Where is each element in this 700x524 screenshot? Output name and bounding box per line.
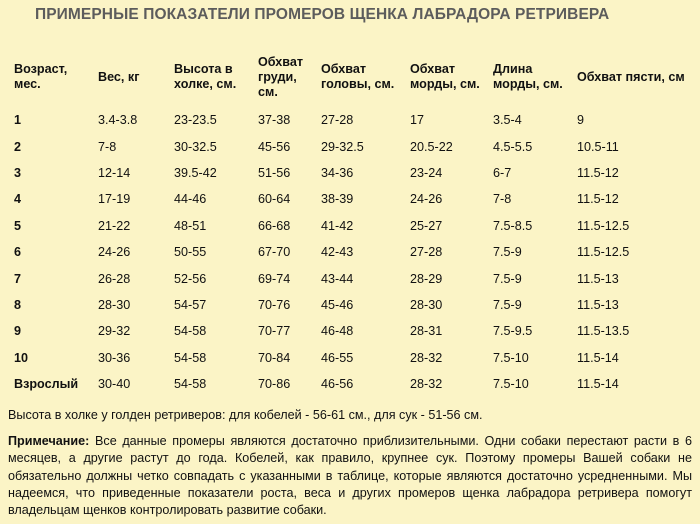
table-row [8, 107, 695, 133]
cell-withers-height: 30-32.5 [174, 139, 217, 154]
cell-withers-height: 39.5-42 [174, 165, 217, 180]
cell-pastern-girth: 11.5-14 [577, 377, 619, 392]
cell-chest-girth: 69-74 [258, 271, 291, 286]
cell-muzzle-length: 7.5-8.5 [493, 218, 533, 233]
cell-age: 8 [14, 297, 22, 312]
cell-muzzle-length: 7-8 [493, 192, 512, 207]
cell-pastern-girth: 11.5-12 [577, 192, 619, 207]
cell-pastern-girth: 10.5-11 [577, 139, 619, 154]
cell-muzzle-girth: 24-26 [410, 192, 443, 207]
header-muzzle-girth: Обхват морды, см. [410, 62, 480, 91]
cell-pastern-girth: 11.5-13 [577, 271, 619, 286]
cell-head-girth: 46-48 [321, 324, 354, 339]
remark-text: Все данные промеры являются достаточно приблизительными. Одни собаки перестают расти в 6 месяцев, а другие растут до года. Кобелей, как правило, крупнее сук. Поэтому промеры Вашей собаки не обязательно должны четко совпадать с указанными в таблице, которые являются достаточно усредненными. Мы надеемся, что приведенные показатели роста, веса и других промеров щенка лабрадора ретривера помогут владельцам щенков контролировать развитие собаки. [8, 434, 692, 518]
cell-age: Взрослый [14, 377, 79, 392]
cell-head-girth: 45-46 [321, 297, 354, 312]
cell-muzzle-girth: 28-30 [410, 297, 443, 312]
remark-label: Примечание: [8, 434, 90, 448]
cell-withers-height: 54-58 [174, 324, 207, 339]
cell-age: 4 [14, 192, 22, 207]
cell-age: 2 [14, 139, 22, 154]
table-row [8, 239, 695, 265]
cell-muzzle-girth: 17 [410, 113, 425, 128]
cell-muzzle-length: 7.5-10 [493, 377, 529, 392]
cell-muzzle-length: 7.5-9 [493, 271, 522, 286]
header-pastern-girth: Обхват пясти, см [577, 69, 685, 84]
header-muzzle-length: Длина морды, см. [493, 62, 563, 91]
cell-weight: 26-28 [98, 271, 131, 286]
cell-pastern-girth: 11.5-12.5 [577, 218, 630, 233]
cell-age: 7 [14, 271, 22, 286]
cell-muzzle-length: 6-7 [493, 165, 512, 180]
cell-muzzle-length: 7.5-9.5 [493, 324, 533, 339]
cell-age: 6 [14, 245, 22, 260]
cell-muzzle-girth: 28-31 [410, 324, 443, 339]
cell-chest-girth: 60-64 [258, 192, 291, 207]
cell-head-girth: 46-56 [321, 377, 354, 392]
cell-weight: 17-19 [98, 192, 131, 207]
puppy-measurements-table [8, 47, 695, 397]
cell-withers-height: 54-58 [174, 350, 207, 365]
cell-muzzle-girth: 28-29 [410, 271, 443, 286]
cell-withers-height: 54-58 [174, 377, 207, 392]
cell-chest-girth: 70-84 [258, 350, 291, 365]
header-withers-height: Высота в холке, см. [174, 62, 237, 91]
cell-muzzle-length: 7.5-10 [493, 350, 529, 365]
cell-pastern-girth: 11.5-12.5 [577, 245, 630, 260]
cell-withers-height: 23-23.5 [174, 113, 217, 128]
cell-muzzle-girth: 28-32 [410, 377, 443, 392]
cell-chest-girth: 67-70 [258, 245, 291, 260]
cell-pastern-girth: 11.5-12 [577, 165, 619, 180]
cell-muzzle-length: 3.5-4 [493, 113, 522, 128]
cell-age: 10 [14, 350, 29, 365]
cell-pastern-girth: 11.5-13.5 [577, 324, 630, 339]
table-row [8, 265, 695, 291]
cell-weight: 30-40 [98, 377, 131, 392]
cell-head-girth: 41-42 [321, 218, 354, 233]
cell-withers-height: 54-57 [174, 297, 207, 312]
table-row [8, 186, 695, 212]
cell-weight: 21-22 [98, 218, 131, 233]
cell-head-girth: 27-28 [321, 113, 354, 128]
remark-paragraph [8, 433, 692, 519]
cell-muzzle-girth: 20.5-22 [410, 139, 453, 154]
header-head-girth: Обхват головы, см. [321, 62, 395, 91]
cell-weight: 7-8 [98, 139, 117, 154]
cell-head-girth: 42-43 [321, 245, 354, 260]
cell-muzzle-length: 7.5-9 [493, 245, 522, 260]
cell-muzzle-girth: 23-24 [410, 165, 443, 180]
cell-age: 5 [14, 218, 22, 233]
cell-chest-girth: 66-68 [258, 218, 291, 233]
cell-weight: 28-30 [98, 297, 131, 312]
cell-age: 1 [14, 113, 22, 128]
table-row [8, 133, 695, 159]
cell-age: 3 [14, 165, 22, 180]
cell-chest-girth: 70-86 [258, 377, 291, 392]
cell-withers-height: 52-56 [174, 271, 207, 286]
page-title: ПРИМЕРНЫЕ ПОКАЗАТЕЛИ ПРОМЕРОВ ЩЕНКА ЛАБРАДОРА РЕТРИВЕРА [35, 6, 610, 23]
cell-weight: 24-26 [98, 245, 131, 260]
cell-muzzle-length: 7.5-9 [493, 297, 522, 312]
header-age: Возраст, мес. [14, 62, 68, 91]
cell-chest-girth: 70-77 [258, 324, 291, 339]
header-weight: Вес, кг [98, 69, 140, 84]
cell-weight: 12-14 [98, 165, 131, 180]
table-row [8, 292, 695, 318]
cell-weight: 29-32 [98, 324, 131, 339]
cell-head-girth: 38-39 [321, 192, 354, 207]
cell-head-girth: 46-55 [321, 350, 354, 365]
cell-weight: 30-36 [98, 350, 131, 365]
table-row [8, 371, 695, 397]
cell-chest-girth: 45-56 [258, 139, 291, 154]
cell-chest-girth: 51-56 [258, 165, 291, 180]
cell-chest-girth: 70-76 [258, 297, 291, 312]
table-row [8, 318, 695, 344]
table-header-row [8, 47, 695, 107]
cell-head-girth: 43-44 [321, 271, 354, 286]
cell-withers-height: 50-55 [174, 245, 207, 260]
cell-withers-height: 48-51 [174, 218, 207, 233]
cell-pastern-girth: 9 [577, 113, 585, 128]
table-row [8, 345, 695, 371]
cell-chest-girth: 37-38 [258, 113, 291, 128]
cell-withers-height: 44-46 [174, 192, 207, 207]
cell-muzzle-girth: 27-28 [410, 245, 443, 260]
cell-muzzle-length: 4.5-5.5 [493, 139, 533, 154]
cell-weight: 3.4-3.8 [98, 113, 138, 128]
cell-muzzle-girth: 25-27 [410, 218, 443, 233]
table-row [8, 160, 695, 186]
cell-muzzle-girth: 28-32 [410, 350, 443, 365]
cell-pastern-girth: 11.5-14 [577, 350, 619, 365]
cell-head-girth: 34-36 [321, 165, 354, 180]
golden-retriever-height-note: Высота в холке у голден ретриверов: для кобелей - 56-61 см., для сук - 51-56 см. [8, 408, 483, 422]
cell-pastern-girth: 11.5-13 [577, 297, 619, 312]
table-row [8, 213, 695, 239]
cell-age: 9 [14, 324, 22, 339]
header-chest-girth: Обхват груди, см. [258, 54, 304, 99]
cell-head-girth: 29-32.5 [321, 139, 364, 154]
